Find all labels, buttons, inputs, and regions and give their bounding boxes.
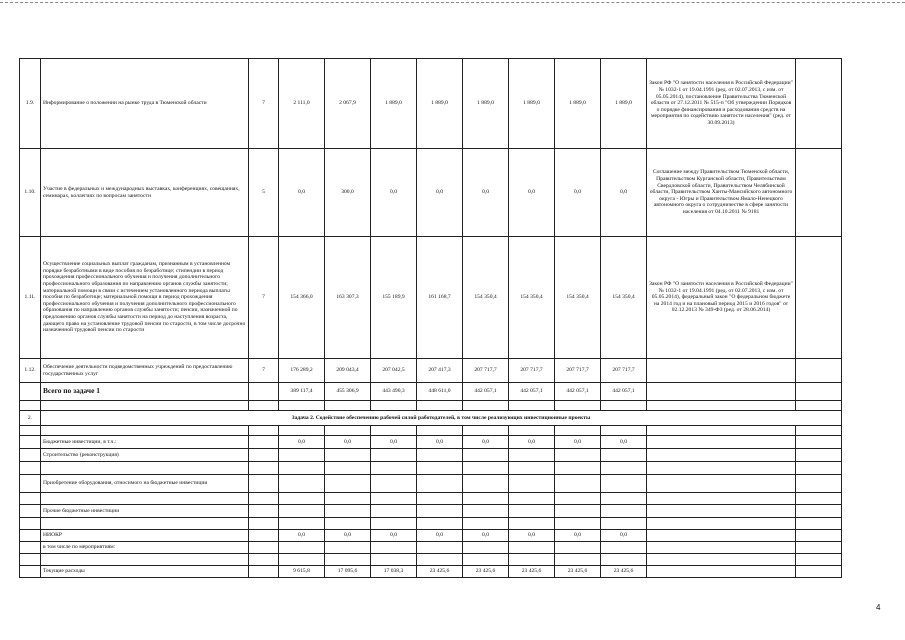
total-value: 443 490,3 [371,383,417,401]
row-extra-cell [796,59,842,149]
line-index-cell [20,449,41,462]
empty-cell [325,401,371,411]
empty-cell [463,401,509,411]
line-value [371,542,417,554]
line-count-cell [249,566,279,578]
line-extra-cell [796,505,842,518]
empty-cell [279,401,325,411]
line-count-cell [249,542,279,554]
line-index-cell [20,436,41,449]
line-count-cell [249,493,279,505]
empty-cell [509,426,555,436]
line-value [555,542,601,554]
line-value [463,542,509,554]
line-label: Приобретение оборудования, относимого на бюджетные инвестиции [41,475,249,493]
line-value: 23 425,6 [463,566,509,578]
line-count-cell [249,449,279,462]
line-value [371,462,417,475]
line-value [325,505,371,518]
line-value [279,518,325,530]
line-value [509,449,555,462]
line-extra-cell [796,475,842,493]
line-count-cell [249,462,279,475]
line-index-cell [20,554,41,566]
line-extra-cell [796,554,842,566]
line-value: 0,0 [509,436,555,449]
empty-cell [249,401,279,411]
line-count-cell [249,475,279,493]
line-basis-cell [647,493,796,505]
empty-cell [279,426,325,436]
line-value [601,493,647,505]
line-value [279,542,325,554]
task2-title-row [20,411,842,426]
line-basis-cell [647,436,796,449]
line-value [417,462,463,475]
line-index-cell [20,475,41,493]
line-value [509,505,555,518]
line-value: 0,0 [325,530,371,542]
line-value: 0,0 [279,530,325,542]
empty-cell [417,426,463,436]
total-value: 442 057,1 [463,383,509,401]
row-count: 7 [249,359,279,383]
line-basis-cell [647,566,796,578]
line-value [417,505,463,518]
line-count-cell [249,530,279,542]
line-index-cell [20,493,41,505]
empty-cell [371,426,417,436]
row-value: 0,0 [279,149,325,237]
empty-cell [796,401,842,411]
line-value [417,542,463,554]
line-value [601,449,647,462]
line-value [555,518,601,530]
row-extra-cell [796,237,842,359]
empty-cell [555,401,601,411]
task2-line-row [20,566,842,578]
row-value: 1 889,0 [555,59,601,149]
total-value: 455 306,9 [325,383,371,401]
empty-cell [417,401,463,411]
row-name: Осуществление социальных выплат гражданам, признанным в установленном порядке безработными в виде пособия по безработице; стипендии в период прохождения профессионального обучения и получения дополнительного профессионального образования по направлению органов службы занятости; материальной помощи в связи с истечением установленного периода выплаты пособия по безработице; материальной помощи в период прохождения профессионального обучения и получения дополнительного профессионального образования по направлению органов службы занятости; пенсии, назначенной по предложению органов службы занятости на период до наступления возраста, дающего право на установление трудовой пенсии по старости, в том числе досрочно назначенной трудовой пенсии по старости [41,237,249,359]
page-number: 4 [876,603,881,612]
empty-cell [509,401,555,411]
row-value: 0,0 [417,149,463,237]
line-value [463,518,509,530]
line-count-cell [249,518,279,530]
row-value: 0,0 [509,149,555,237]
line-value [463,554,509,566]
line-value [417,493,463,505]
row-extra-cell [796,149,842,237]
line-label: Прочие бюджетные инвестиции [41,505,249,518]
row-count: 7 [249,59,279,149]
line-index-cell [20,505,41,518]
line-value: 0,0 [417,436,463,449]
empty-cell [601,401,647,411]
total-value: 442 057,1 [555,383,601,401]
line-value [555,475,601,493]
line-value [279,493,325,505]
task2-title: Задача 2. Содействие обеспечению рабочей силой работодателей, в том числе реализующих инвестиционные проекты [41,411,842,426]
table-row [20,237,842,359]
line-value [325,462,371,475]
row-legal-basis: Соглашение между Правительством Тюменской области, Правительством Курганской области, Правительством Свердловской области, Правительством Челябинской области, Правительством Ханты-Мансийского автономного округа - Югры и Правительством Ямало-Ненецкого автономного округа о сотрудничестве в сфере занятости населения от 04.10.2011 № 9181 [647,149,796,237]
line-value [371,449,417,462]
row-value: 0,0 [463,149,509,237]
line-value [509,475,555,493]
table-row [20,149,842,237]
empty-cell [20,401,41,411]
line-extra-cell [796,542,842,554]
empty-cell [796,426,842,436]
line-value [601,554,647,566]
row-value: 207 717,7 [555,359,601,383]
task2-line-row [20,542,842,554]
budget-table [19,58,842,578]
row-value: 1 889,0 [601,59,647,149]
empty-cell [463,426,509,436]
line-label [41,554,249,566]
line-value [601,518,647,530]
line-value [601,542,647,554]
total-value: 448 611,0 [417,383,463,401]
row-value: 0,0 [371,149,417,237]
line-value: 0,0 [371,530,417,542]
total-value: 442 057,1 [601,383,647,401]
total-extra-cell [796,383,842,401]
line-label: Текущие расходы [41,566,249,578]
row-name: Обеспечение деятельности подведомственных учреждений по предоставлению государственных услуг [41,359,249,383]
row-index: 1.11. [20,237,41,359]
line-value: 0,0 [417,530,463,542]
empty-cell [647,426,796,436]
row-name: Информирование о положении на рынке труда в Тюменской области [41,59,249,149]
row-value: 161 168,7 [417,237,463,359]
row-value: 207 042,5 [371,359,417,383]
line-count-cell [249,505,279,518]
total-label: Всего по задаче 1 [41,383,249,401]
row-value: 1 889,0 [463,59,509,149]
line-value [417,518,463,530]
row-value: 207 417,3 [417,359,463,383]
line-extra-cell [796,493,842,505]
line-basis-cell [647,449,796,462]
line-index-cell [20,462,41,475]
line-value [325,475,371,493]
spacer-row [20,426,842,436]
line-value [417,449,463,462]
row-value: 154 350,4 [463,237,509,359]
total-index-cell [20,383,41,401]
row-value: 154 350,4 [555,237,601,359]
line-value [601,462,647,475]
line-value [325,554,371,566]
line-value [463,475,509,493]
line-value [463,505,509,518]
line-value [279,462,325,475]
row-index: 1.9. [20,59,41,149]
task2-line-row [20,436,842,449]
line-value [555,505,601,518]
line-value [279,505,325,518]
task2-index: 2. [20,411,41,426]
line-count-cell [249,554,279,566]
line-index-cell [20,530,41,542]
empty-cell [41,401,249,411]
line-basis-cell [647,518,796,530]
line-value [463,449,509,462]
row-index: 1.12. [20,359,41,383]
line-basis-cell [647,462,796,475]
line-value: 17 038,3 [371,566,417,578]
line-extra-cell [796,530,842,542]
line-value: 0,0 [463,530,509,542]
line-value [371,518,417,530]
row-count: 7 [249,237,279,359]
line-value: 23 425,6 [555,566,601,578]
line-basis-cell [647,554,796,566]
line-value: 0,0 [601,530,647,542]
task2-line-row [20,530,842,542]
line-label [41,518,249,530]
line-value: 23 425,6 [509,566,555,578]
line-value: 9 615,8 [279,566,325,578]
spacer-row [20,401,842,411]
row-value: 154 350,4 [509,237,555,359]
row-value: 154 350,4 [601,237,647,359]
line-value: 23 425,6 [417,566,463,578]
task2-line-row [20,462,842,475]
empty-cell [325,426,371,436]
empty-cell [20,426,41,436]
line-value [371,505,417,518]
row-index: 1.10. [20,149,41,237]
row-value: 163 307,3 [325,237,371,359]
line-value: 0,0 [555,530,601,542]
line-value: 0,0 [601,436,647,449]
row-value: 154 366,0 [279,237,325,359]
line-value: 0,0 [325,436,371,449]
task2-line-row [20,505,842,518]
row-value: 2 111,0 [279,59,325,149]
line-value: 0,0 [463,436,509,449]
row-legal-basis [647,359,796,383]
line-value [417,475,463,493]
line-value [509,493,555,505]
empty-cell [371,401,417,411]
total-basis-cell [647,383,796,401]
line-index-cell [20,518,41,530]
row-value: 155 189,9 [371,237,417,359]
line-value [555,449,601,462]
total-count-cell [249,383,279,401]
line-label: Строительство (реконструкция) [41,449,249,462]
row-value: 207 717,7 [463,359,509,383]
line-value [325,449,371,462]
line-index-cell [20,566,41,578]
line-value [279,449,325,462]
line-value [325,493,371,505]
empty-cell [41,426,249,436]
line-basis-cell [647,542,796,554]
line-count-cell [249,436,279,449]
line-value [279,475,325,493]
row-value: 0,0 [555,149,601,237]
table-row [20,59,842,149]
line-extra-cell [796,566,842,578]
task2-line-row [20,518,842,530]
row-legal-basis: Закон РФ "О занятости населения в Российской Федерации" № 1032-1 от 19.04.1991 (ред. от 02.07.2013, с изм. от 05.05.2014), постановление Правительства Тюменской области от 27.12.2011 № 515-п "Об утверждении Порядков о порядке финансирования и расходования средств на мероприятия по содействию занятости населения" (ред. от 30.09.2013) [647,59,796,149]
line-value: 0,0 [555,436,601,449]
total-row [20,383,842,401]
row-name: Участие в федеральных и международных выставках, конференциях, совещаниях, семинарах, коллегиях по вопросам занятости [41,149,249,237]
line-value [463,462,509,475]
line-value [601,505,647,518]
line-value: 17 095,6 [325,566,371,578]
line-label: в том числе по мероприятиям: [41,542,249,554]
line-value [509,554,555,566]
line-value [555,554,601,566]
row-count: 5 [249,149,279,237]
line-value [555,493,601,505]
task2-line-row [20,493,842,505]
row-value: 1 889,0 [417,59,463,149]
line-basis-cell [647,475,796,493]
line-extra-cell [796,436,842,449]
line-extra-cell [796,462,842,475]
line-label: НИОКР [41,530,249,542]
row-value: 300,0 [325,149,371,237]
row-value: 207 717,7 [509,359,555,383]
line-value [417,554,463,566]
line-value [463,493,509,505]
task2-line-row [20,554,842,566]
line-value [509,542,555,554]
total-value: 442 057,1 [509,383,555,401]
line-value [371,554,417,566]
line-value [555,462,601,475]
scan-top-edge [0,2,905,4]
line-value [325,542,371,554]
line-label [41,462,249,475]
row-value: 1 889,0 [371,59,417,149]
line-basis-cell [647,505,796,518]
line-value: 0,0 [279,436,325,449]
line-index-cell [20,542,41,554]
line-extra-cell [796,518,842,530]
empty-cell [601,426,647,436]
line-value: 23 425,6 [601,566,647,578]
row-value: 209 043,4 [325,359,371,383]
row-value: 207 717,7 [601,359,647,383]
line-basis-cell [647,530,796,542]
line-value [371,475,417,493]
row-legal-basis: Закон РФ "О занятости населения в Российской Федерации" № 1032-1 от 19.04.1991 (ред. от 02.07.2013, с изм. от 05.05.2014), федеральный закон "О федеральном бюджете на 2014 год и на плановый период 2015 и 2016 годов" от 02.12.2013 № 349-ФЗ (ред. от 28.06.2014) [647,237,796,359]
line-extra-cell [796,449,842,462]
empty-cell [555,426,601,436]
row-value: 0,0 [601,149,647,237]
row-extra-cell [796,359,842,383]
line-value [279,554,325,566]
line-value [325,518,371,530]
line-label [41,493,249,505]
total-value: 389 117,4 [279,383,325,401]
line-label: Бюджетные инвестиции, в т.ч.: [41,436,249,449]
task2-line-row [20,449,842,462]
table-row [20,359,842,383]
line-value [509,462,555,475]
empty-cell [647,401,796,411]
empty-cell [249,426,279,436]
row-value: 1 889,0 [509,59,555,149]
task2-line-row [20,475,842,493]
line-value [509,518,555,530]
row-value: 176 289,2 [279,359,325,383]
line-value: 0,0 [509,530,555,542]
row-value: 2 067,9 [325,59,371,149]
line-value [371,493,417,505]
line-value [601,475,647,493]
line-value: 0,0 [371,436,417,449]
